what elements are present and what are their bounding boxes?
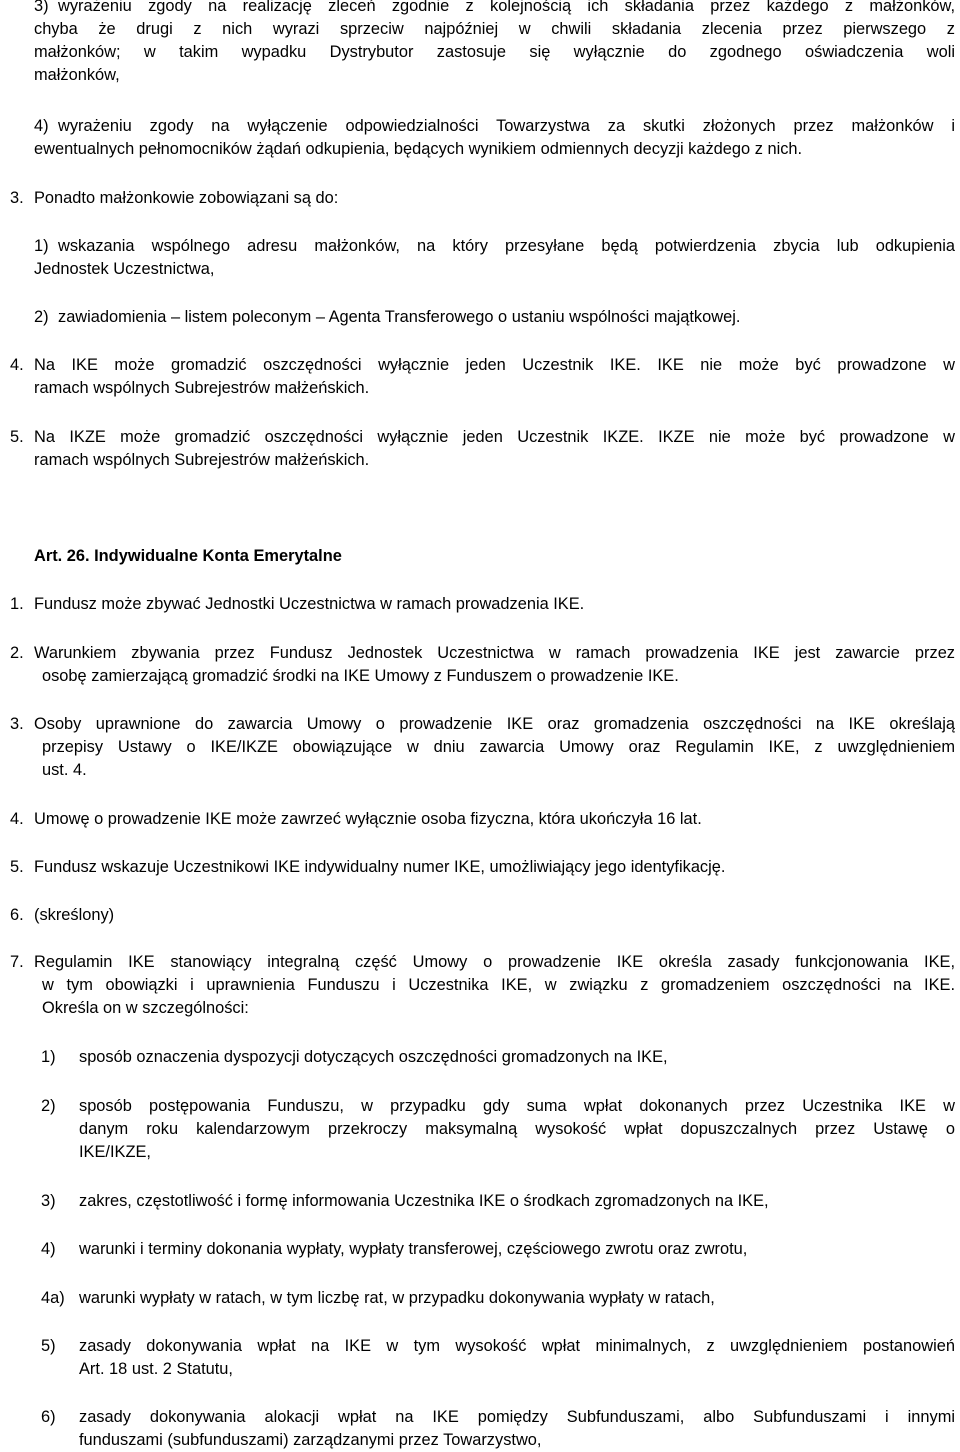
paragraph-number: 5. bbox=[10, 858, 24, 876]
list-item-line: zakres, częstotliwość i formę informowania Uczestnika IKE o środkach zgromadzonych na IKE, bbox=[79, 1192, 769, 1210]
paragraph-line: Fundusz może zbywać Jednostki Uczestnictwa w ramach prowadzenia IKE. bbox=[34, 595, 585, 613]
paragraph-number: 2. bbox=[10, 644, 24, 662]
list-item-number: 5) bbox=[41, 1337, 56, 1355]
list-item-line: wyrażeniu zgody na realizację zleceń zgodnie z kolejnością ich składania przez każdego z małżonków, bbox=[58, 0, 955, 15]
paragraph-number: 3. bbox=[10, 189, 24, 207]
paragraph-line: przepisy Ustawy o IKE/IKZE obowiązujące w dniu zawarcia Umowy oraz Regulamin IKE, z uwzględnieniem bbox=[42, 738, 955, 756]
paragraph-number: 6. bbox=[10, 906, 24, 924]
list-item-line: chyba że drugi z nich wyrazi sprzeciw najpóźniej w chwili składania zlecenia przez pierwszego z bbox=[34, 20, 955, 38]
list-item-number: 1) bbox=[41, 1048, 56, 1066]
paragraph-line: Określa on w szczególności: bbox=[42, 999, 249, 1017]
paragraph-line: Na IKZE może gromadzić oszczędności wyłącznie jeden Uczestnik IKZE. IKZE nie może być prowadzone w bbox=[34, 428, 955, 446]
paragraph-number: 3. bbox=[10, 715, 24, 733]
list-item-line: małżonków; w takim wypadku Dystrybutor zastosuje się wyłącznie do zgodnego oświadczenia woli bbox=[34, 43, 955, 61]
paragraph-line: Fundusz wskazuje Uczestnikowi IKE indywidualny numer IKE, umożliwiający jego identyfikację. bbox=[34, 858, 726, 876]
list-item-line: IKE/IKZE, bbox=[79, 1143, 151, 1161]
list-item-number: 3) bbox=[41, 1192, 56, 1210]
list-item-line: Jednostek Uczestnictwa, bbox=[34, 260, 215, 278]
paragraph-number: 1. bbox=[10, 595, 24, 613]
list-item-number: 6) bbox=[41, 1408, 56, 1426]
article-heading bbox=[34, 545, 955, 568]
list-item-line: warunki wypłaty w ratach, w tym liczbę rat, w przypadku dokonywania wypłaty w ratach, bbox=[79, 1289, 715, 1307]
paragraph-text: Ponadto małżonkowie zobowiązani są do: bbox=[34, 189, 339, 207]
list-item-line: warunki i terminy dokonania wypłaty, wypłaty transferowej, częściowego zwrotu oraz zwrotu, bbox=[79, 1240, 748, 1258]
paragraph-number: 5. bbox=[10, 428, 24, 446]
list-item-line: zawiadomienia – listem poleconym – Agenta Transferowego o ustaniu wspólności majątkowej. bbox=[58, 308, 741, 326]
paragraph-line: ust. 4. bbox=[42, 761, 87, 779]
paragraph-line: osobę zamierzającą gromadzić środki na IKE Umowy z Funduszem o prowadzenie IKE. bbox=[42, 667, 679, 685]
list-item-number: 3) bbox=[34, 0, 49, 15]
list-item-number: 1) bbox=[34, 237, 49, 255]
article-heading-text: Art. 26. Indywidualne Konta Emerytalne bbox=[34, 547, 342, 565]
list-item-line: małżonków, bbox=[34, 66, 120, 84]
list-item-line: funduszami (subfunduszami) zarządzanymi przez Towarzystwo, bbox=[79, 1431, 542, 1449]
list-item-line: sposób oznaczenia dyspozycji dotyczących oszczędności gromadzonych na IKE, bbox=[79, 1048, 668, 1066]
list-item-number: 2) bbox=[41, 1097, 56, 1115]
paragraph-line: ramach wspólnych Subrejestrów małżeńskich. bbox=[34, 379, 370, 397]
list-item-line: ewentualnych pełnomocników żądań odkupienia, będących wynikiem odmiennych decyzji każdego z nich. bbox=[34, 140, 803, 158]
paragraph-line: Na IKE może gromadzić oszczędności wyłącznie jeden Uczestnik IKE. IKE nie może być prowadzone w bbox=[34, 356, 955, 374]
paragraph-line: Regulamin IKE stanowiący integralną część Umowy o prowadzenie IKE określa zasady funkcjonowania IKE, bbox=[34, 953, 955, 971]
list-item-line: zasady dokonywania alokacji wpłat na IKE pomiędzy Subfunduszami, albo Subfunduszami i innymi bbox=[79, 1408, 955, 1426]
paragraph-line: (skreślony) bbox=[34, 906, 115, 924]
paragraph-line: w tym obowiązki i uprawnienia Funduszu i Uczestnika IKE, w związku z gromadzeniem oszczędności na IKE. bbox=[42, 976, 955, 994]
list-item-number: 4) bbox=[34, 117, 49, 135]
list-item-number: 4a) bbox=[41, 1289, 65, 1307]
paragraph-line: Warunkiem zbywania przez Fundusz Jednostek Uczestnictwa w ramach prowadzenia IKE jest zawarcie przez bbox=[34, 644, 955, 662]
list-item-line: sposób postępowania Funduszu, w przypadku gdy suma wpłat dokonanych przez Uczestnika IKE w bbox=[79, 1097, 955, 1115]
paragraph-number: 4. bbox=[10, 356, 24, 374]
paragraph-line: ramach wspólnych Subrejestrów małżeńskich. bbox=[34, 451, 370, 469]
paragraph-number: 4. bbox=[10, 810, 24, 828]
list-item-line: zasady dokonywania wpłat na IKE w tym wysokość wpłat minimalnych, z uwzględnieniem postanowień bbox=[79, 1337, 955, 1355]
list-item-line: danym roku kalendarzowym przekroczy maksymalną wysokość wpłat dopuszczalnych przez Ustawę o bbox=[79, 1120, 955, 1138]
list-item-number: 4) bbox=[41, 1240, 56, 1258]
paragraph-line: Osoby uprawnione do zawarcia Umowy o prowadzenie IKE oraz gromadzenia oszczędności na IKE określają bbox=[34, 715, 955, 733]
list-item-line: wyrażeniu zgody na wyłączenie odpowiedzialności Towarzystwa za skutki złożonych przez małżonków i bbox=[58, 117, 955, 135]
list-item-line: wskazania wspólnego adresu małżonków, na który przesyłane będą potwierdzenia zbycia lub odkupienia bbox=[58, 237, 955, 255]
paragraph-number: 7. bbox=[10, 953, 24, 971]
list-item-number: 2) bbox=[34, 308, 49, 326]
list-item-line: Art. 18 ust. 2 Statutu, bbox=[79, 1360, 233, 1378]
paragraph-line: Umowę o prowadzenie IKE może zawrzeć wyłącznie osoba fizyczna, która ukończyła 16 lat. bbox=[34, 810, 702, 828]
